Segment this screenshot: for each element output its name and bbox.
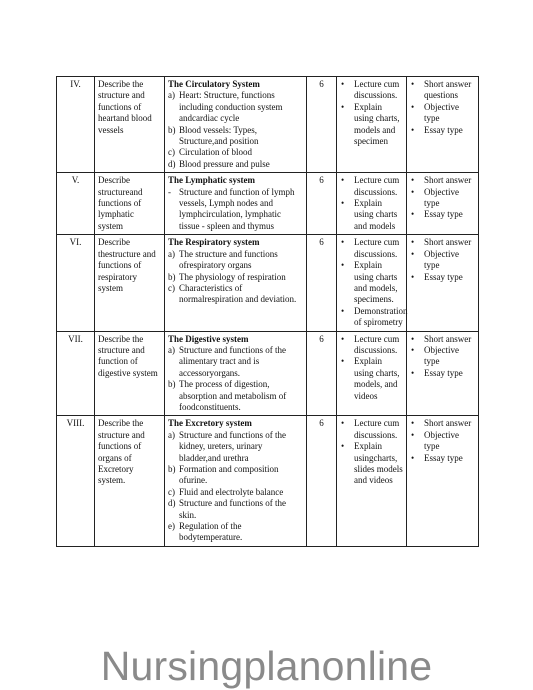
assessment-item — [410, 453, 475, 464]
assessment-item — [410, 102, 475, 125]
content-item-marker: e) — [168, 521, 175, 532]
methods-list — [340, 79, 403, 147]
method-item — [340, 305, 408, 329]
bullet-icon: • — [411, 271, 415, 282]
bullet-icon: • — [411, 367, 415, 378]
method-text: Lecture cum discussions. — [354, 79, 400, 101]
unit-number: VIII. — [57, 416, 95, 546]
assessment-item — [410, 430, 475, 453]
assessment-item — [410, 334, 475, 345]
watermark: Nursingplanonline — [100, 643, 433, 689]
content-item-marker: b) — [168, 271, 176, 282]
method-text: Lecture cum discussions. — [354, 418, 400, 440]
content-title: The Circulatory System — [168, 79, 260, 89]
table-row — [57, 235, 479, 331]
content-item-marker: d) — [168, 158, 176, 169]
content-item — [168, 249, 303, 272]
content-item — [168, 345, 303, 379]
method-item — [340, 334, 403, 357]
content-item-marker: b) — [168, 464, 176, 474]
methods-list — [340, 334, 403, 402]
bullet-icon: • — [341, 237, 345, 248]
assessment-methods — [407, 235, 479, 331]
content-item-marker: - — [168, 186, 171, 197]
unit-number: VII. — [57, 331, 95, 416]
content-cell — [165, 77, 307, 173]
assessment-text: Short answer — [424, 237, 472, 248]
content-item — [168, 272, 303, 283]
assessment-item — [410, 187, 475, 210]
content-item — [168, 90, 303, 124]
assessment-item — [410, 209, 475, 220]
bullet-icon: • — [411, 101, 415, 112]
method-text: Explain usingcharts, slides models and videos — [354, 441, 403, 486]
content-item-text: Structure and functions of the skin. — [179, 498, 286, 520]
content-item — [168, 430, 303, 464]
content-item — [168, 283, 303, 306]
learning-objective: Describe thestructure and functions of respiratory system — [95, 235, 165, 331]
content-item-marker: d) — [168, 498, 176, 509]
content-item-text: Structure and functions of the kidney, ureters, urinary bladder,and urethra — [179, 429, 286, 463]
method-text: Lecture cum discussions. — [354, 333, 400, 355]
unit-number: VI. — [57, 235, 95, 331]
bullet-icon: • — [341, 418, 345, 429]
bullet-icon: • — [411, 79, 415, 89]
method-text: Lecture cum discussions. — [354, 237, 400, 259]
content-list — [168, 90, 303, 170]
content-item — [168, 147, 303, 158]
content-title: The Respiratory system — [168, 237, 260, 248]
assessment-methods — [407, 416, 479, 546]
assessment-text: Essay type — [424, 124, 463, 135]
content-cell — [165, 331, 307, 416]
hours: 6 — [307, 77, 337, 173]
learning-objective: Describe the structure and functions of heartand blood vessels — [95, 77, 165, 173]
assessment-text: Objective type — [424, 344, 459, 367]
assessment-text: Objective type — [424, 248, 459, 271]
assessment-text: Essay type — [424, 271, 463, 282]
content-cell — [165, 416, 307, 546]
unit-number: IV. — [57, 77, 95, 173]
content-item-text: Fluid and electrolyte balance — [179, 486, 284, 497]
content-item-marker: b) — [168, 379, 176, 390]
content-item-text: Blood vessels: Types, Structure,and position — [179, 124, 259, 147]
content-cell — [165, 173, 307, 235]
assessment-item — [410, 345, 475, 368]
learning-objective: Describe the structure and function of digestive system — [95, 331, 165, 416]
assessment-item — [410, 272, 475, 283]
assessment-text: Objective type — [424, 101, 459, 124]
methods-list — [340, 418, 403, 486]
content-list — [168, 187, 303, 233]
content-title: The Digestive system — [168, 333, 249, 344]
assessment-text: Short answer — [424, 333, 472, 344]
content-item — [168, 521, 303, 544]
content-item — [168, 187, 303, 233]
content-item — [168, 498, 303, 521]
bullet-icon: • — [411, 248, 415, 259]
teaching-methods — [337, 173, 407, 235]
bullet-icon: • — [411, 124, 415, 135]
hours: 6 — [307, 416, 337, 546]
content-title: The Excretory system — [168, 418, 252, 429]
assessment-list — [410, 334, 475, 380]
assessment-text: Objective type — [424, 429, 459, 452]
content-item-marker: c) — [168, 147, 175, 158]
hours: 6 — [307, 173, 337, 235]
bullet-icon: • — [341, 79, 345, 89]
methods-list — [340, 237, 408, 328]
bullet-icon: • — [411, 237, 415, 248]
bullet-icon: • — [411, 418, 415, 429]
hours: 6 — [307, 235, 337, 331]
hours: 6 — [307, 331, 337, 416]
content-item — [168, 464, 303, 487]
assessment-text: Essay type — [424, 452, 463, 463]
content-item — [168, 379, 303, 413]
content-item-marker: b) — [168, 124, 176, 135]
content-item-marker: c) — [168, 282, 175, 293]
method-item — [340, 356, 403, 402]
table-row — [57, 416, 479, 546]
assessment-list — [410, 237, 475, 283]
assessment-item — [410, 125, 475, 136]
table-body — [57, 77, 479, 547]
method-item — [340, 79, 403, 102]
teaching-methods — [337, 416, 407, 546]
content-item-marker: a) — [168, 344, 175, 355]
content-item — [168, 487, 303, 498]
bullet-icon: • — [411, 429, 415, 440]
method-item — [340, 441, 403, 487]
method-text: Lecture cum discussions. — [354, 175, 400, 197]
bullet-icon: • — [341, 356, 345, 367]
assessment-text: Short answer — [424, 418, 472, 429]
content-item-marker: c) — [168, 486, 175, 497]
assessment-text: Short answer questions — [424, 79, 472, 101]
teaching-methods — [337, 331, 407, 416]
assessment-list — [410, 418, 475, 464]
assessment-methods — [407, 331, 479, 416]
content-item-text: Regulation of the bodytemperature. — [179, 521, 243, 543]
bullet-icon: • — [411, 333, 415, 344]
bullet-icon: • — [411, 209, 415, 220]
bullet-icon: • — [411, 186, 415, 197]
assessment-item — [410, 237, 475, 248]
bullet-icon: • — [341, 333, 345, 344]
content-item — [168, 159, 303, 170]
bullet-icon: • — [341, 305, 345, 316]
bullet-icon: • — [341, 101, 345, 112]
syllabus-table — [56, 76, 479, 547]
content-list — [168, 249, 303, 306]
content-item-text: Heart: Structure, functions including conduction system andcardiac cycle — [179, 90, 283, 124]
content-item-text: The structure and functions ofrespiratory organs — [179, 248, 278, 271]
method-text: Explain using charts, models and specimen — [354, 101, 400, 147]
content-item-text: Structure and functions of the alimentary tract and is accessoryorgans. — [179, 344, 286, 378]
method-item — [340, 260, 403, 306]
content-item-marker: a) — [168, 90, 175, 101]
methods-list — [340, 175, 403, 232]
assessment-item — [410, 368, 475, 379]
method-text: Explain using charts, models, and videos — [354, 356, 400, 401]
assessment-list — [410, 79, 475, 136]
assessment-item — [410, 249, 475, 272]
method-item — [340, 102, 403, 148]
bullet-icon: • — [341, 441, 345, 452]
method-item — [340, 418, 403, 441]
content-cell — [165, 235, 307, 331]
method-item — [340, 175, 403, 198]
table-row — [57, 173, 479, 235]
unit-number: V. — [57, 173, 95, 235]
bullet-icon: • — [411, 452, 415, 463]
content-list — [168, 430, 303, 544]
teaching-methods — [337, 235, 407, 331]
content-item-text: Blood pressure and pulse — [179, 158, 270, 169]
content-item-text: The process of digestion, absorption and metabolism of foodconstituents. — [179, 379, 287, 412]
content-item-marker: a) — [168, 248, 175, 259]
assessment-item — [410, 418, 475, 429]
method-item — [340, 237, 403, 260]
content-item-text: Formation and composition ofurine. — [179, 464, 279, 486]
method-text: Explain using charts and models, specimens. — [354, 260, 398, 305]
content-item-marker: a) — [168, 429, 175, 440]
content-item-text: Circulation of blood — [179, 147, 252, 158]
learning-objective: Describe structureand functions of lymphatic system — [95, 173, 165, 235]
assessment-methods — [407, 77, 479, 173]
assessment-list — [410, 175, 475, 221]
assessment-item — [410, 175, 475, 186]
assessment-text: Essay type — [424, 209, 463, 220]
assessment-methods — [407, 173, 479, 235]
method-item — [340, 198, 403, 232]
assessment-item — [410, 79, 475, 102]
assessment-text: Short answer — [424, 175, 472, 186]
content-list — [168, 345, 303, 413]
assessment-text: Objective type — [424, 186, 459, 209]
table-row — [57, 331, 479, 416]
learning-objective: Describe the structure and functions of organs of Excretory system. — [95, 416, 165, 546]
content-item-text: Characteristics of normalrespiration and deviation. — [179, 282, 297, 305]
content-item-text: The physiology of respiration — [179, 271, 286, 282]
content-title: The Lymphatic system — [168, 175, 256, 186]
table-row — [57, 77, 479, 173]
bullet-icon: • — [341, 198, 345, 209]
bullet-icon: • — [341, 260, 345, 271]
method-text: Explain using charts and models — [354, 198, 398, 231]
method-text: Demonstration of spirometry — [354, 305, 408, 328]
assessment-text: Essay type — [424, 367, 463, 378]
bullet-icon: • — [411, 175, 415, 186]
content-item-text: Structure and function of lymph vessels, Lymph nodes and lymphcirculation, lymphatic tissue - spleen and thymus — [179, 186, 295, 231]
teaching-methods — [337, 77, 407, 173]
bullet-icon: • — [341, 175, 345, 186]
bullet-icon: • — [411, 344, 415, 355]
content-item — [168, 125, 303, 148]
